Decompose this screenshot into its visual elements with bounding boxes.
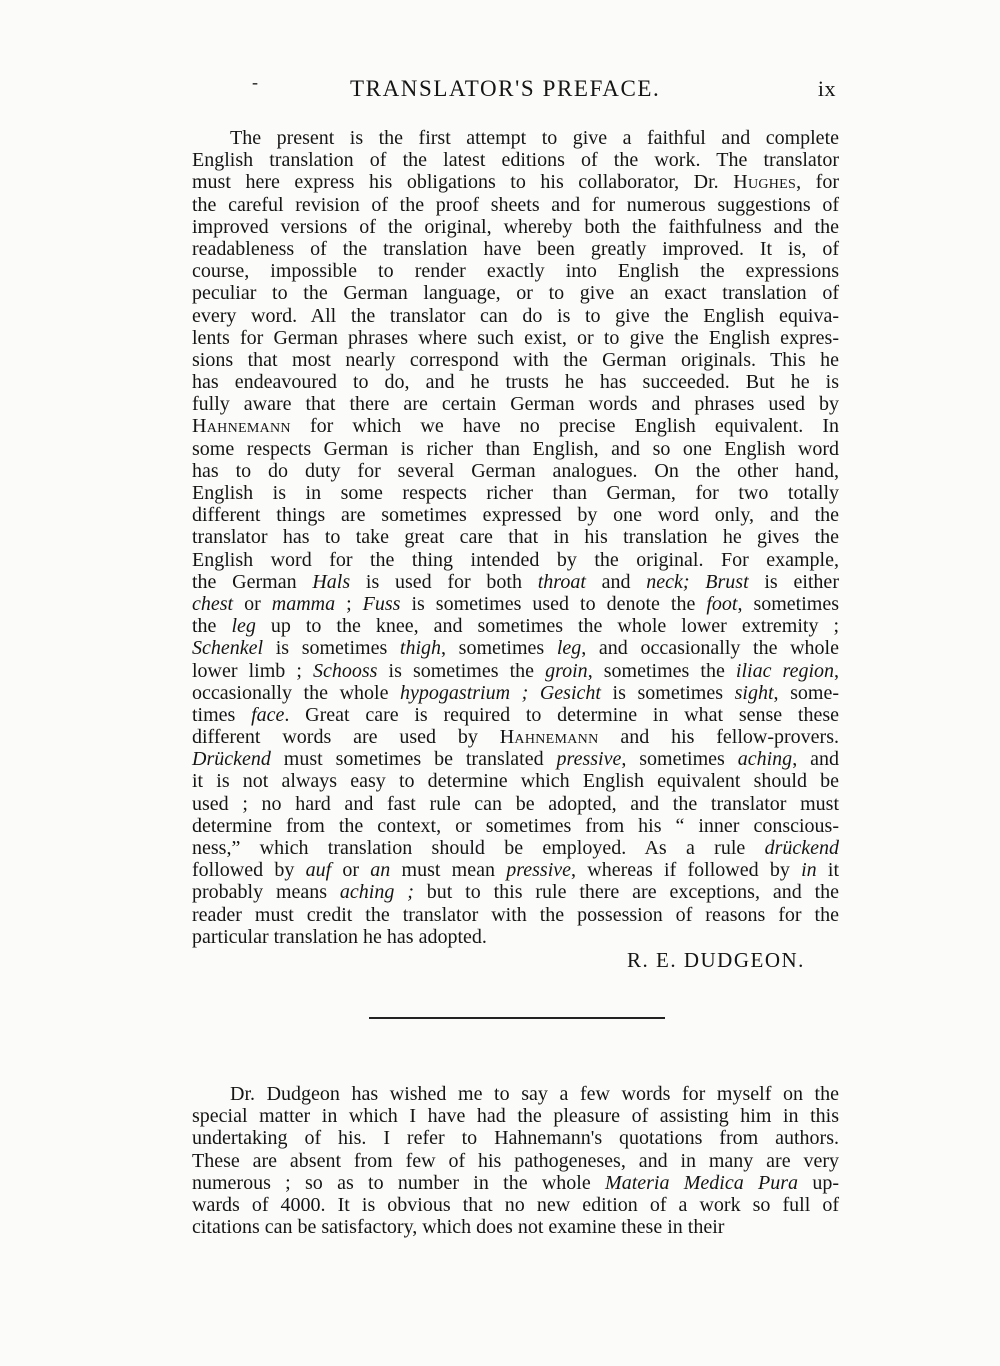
text-run: ness,” which translation should be employed. As a rule bbox=[192, 837, 765, 859]
italic-term: an bbox=[370, 859, 391, 882]
italic-term: iliac region bbox=[735, 659, 835, 682]
italic-term: leg bbox=[231, 615, 256, 638]
italic-term: drückend bbox=[764, 837, 839, 859]
text-run: up to the knee, and sometimes the whole lower extremity ; bbox=[255, 615, 840, 638]
text-run: determine from the context, or sometimes from his “ inner conscious- bbox=[192, 814, 839, 837]
text-line bbox=[192, 194, 839, 216]
text-run: English translation of the latest editions of the work. The translator bbox=[192, 149, 839, 172]
text-line bbox=[192, 549, 839, 571]
text-line bbox=[192, 1150, 839, 1172]
italic-term: Schenkel bbox=[192, 637, 264, 660]
text-run: different things are sometimes expressed by one word only, and the bbox=[192, 504, 839, 527]
text-run: undertaking of his. I refer to Hahnemann's quotations from authors. bbox=[192, 1127, 839, 1150]
text-run: English is in some respects richer than German, for two totally bbox=[192, 482, 839, 504]
text-run: These are absent from few of his pathogeneses, and in many are very bbox=[192, 1149, 839, 1172]
text-run: particular translation he has adopted. bbox=[192, 925, 487, 948]
text-line bbox=[192, 637, 839, 659]
text-run: translator has to take great care that in his translation he gives the bbox=[192, 526, 839, 549]
text-run: fully aware that there are certain German words and phrases used by bbox=[192, 393, 839, 416]
text-run: has to do duty for several German analogues. On the other hand, bbox=[192, 459, 839, 482]
text-run: probably means bbox=[192, 881, 340, 904]
text-line bbox=[192, 1172, 839, 1194]
italic-term: foot bbox=[706, 592, 738, 615]
text-line bbox=[192, 305, 839, 327]
text-run: citations can be satisfactory, which does not examine these in their bbox=[192, 1216, 725, 1239]
text-line bbox=[192, 793, 839, 815]
text-run: it bbox=[816, 859, 839, 882]
text-line bbox=[192, 615, 839, 637]
text-line bbox=[192, 837, 839, 859]
text-line bbox=[192, 748, 839, 770]
text-line bbox=[192, 282, 839, 304]
small-caps-name: Hahnemann bbox=[499, 726, 599, 749]
text-line bbox=[192, 127, 839, 149]
text-line bbox=[192, 260, 839, 282]
text-line bbox=[192, 504, 839, 526]
text-run: occasionally the whole bbox=[192, 681, 401, 704]
text-run: reader must credit the translator with the possession of reasons for the bbox=[192, 903, 839, 926]
text-run: is used for both bbox=[350, 570, 538, 593]
text-run: English word for the thing intended by the original. For example, bbox=[192, 548, 839, 571]
italic-term: mamma bbox=[271, 592, 336, 615]
italic-term: aching ; bbox=[339, 881, 414, 904]
text-run: is sometimes bbox=[263, 637, 400, 660]
text-run: or bbox=[233, 592, 272, 615]
text-line bbox=[192, 770, 839, 792]
text-run: , whereas if followed by bbox=[571, 859, 802, 882]
text-run: every word. All the translator can do is to give the English equiva- bbox=[192, 304, 839, 327]
text-run: is sometimes used to denote the bbox=[400, 592, 707, 615]
italic-term: leg bbox=[556, 637, 582, 660]
text-run: has endeavoured to do, and he trusts he has succeeded. But he is bbox=[192, 371, 839, 394]
text-run: ; bbox=[335, 592, 363, 615]
text-line bbox=[192, 438, 839, 460]
text-line bbox=[192, 1127, 839, 1149]
italic-term: auf bbox=[305, 859, 332, 882]
italic-term: throat bbox=[537, 570, 586, 593]
text-run: must mean bbox=[390, 859, 507, 882]
text-run: , sometimes the bbox=[587, 659, 736, 682]
text-line bbox=[192, 460, 839, 482]
text-run: peculiar to the German language, or to give an exact translation of bbox=[192, 282, 839, 305]
text-line bbox=[192, 704, 839, 726]
text-line bbox=[192, 216, 839, 238]
italic-term: face bbox=[251, 703, 285, 726]
page-number: ix bbox=[817, 76, 836, 101]
text-line bbox=[192, 482, 839, 504]
text-run: used ; no hard and fast rule can be adopted, and the translator must bbox=[192, 792, 839, 815]
italic-term: Materia Medica Pura bbox=[605, 1171, 799, 1194]
italic-term: pressive bbox=[556, 748, 622, 771]
running-header bbox=[190, 72, 840, 110]
text-line bbox=[192, 393, 839, 415]
text-run: the careful revision of the proof sheets and for numerous suggestions of bbox=[192, 193, 839, 216]
text-run: followed by bbox=[192, 859, 306, 882]
header-mark: - bbox=[252, 72, 259, 92]
text-line bbox=[192, 327, 839, 349]
text-run: is sometimes the bbox=[377, 659, 546, 682]
text-line bbox=[192, 149, 839, 171]
text-run: and his fellow-provers. bbox=[598, 726, 839, 749]
text-run: the German bbox=[192, 570, 313, 593]
text-run: and bbox=[585, 570, 647, 593]
text-line bbox=[192, 171, 839, 193]
text-line bbox=[192, 415, 839, 437]
text-run: it is not always easy to determine which English equivalent should be bbox=[192, 770, 839, 793]
text-run: must here express his obligations to his collaborator, Dr. bbox=[192, 171, 734, 194]
text-run: The present is the first attempt to give a faithful and complete bbox=[230, 127, 839, 149]
italic-term: Schooss bbox=[313, 659, 378, 682]
text-run: different words are used by bbox=[192, 726, 500, 749]
text-run: sions that most nearly correspond with the German originals. This he bbox=[192, 348, 839, 371]
text-run: , sometimes bbox=[621, 748, 738, 771]
text-run: the bbox=[192, 615, 232, 638]
text-line bbox=[192, 526, 839, 548]
italic-term: sight bbox=[734, 681, 774, 704]
text-line bbox=[192, 1083, 839, 1105]
italic-term: Hals bbox=[312, 570, 351, 593]
text-line bbox=[192, 660, 839, 682]
small-caps-name: Hahnemann bbox=[192, 415, 291, 438]
italic-term: groin bbox=[545, 659, 588, 682]
italic-term: Drückend bbox=[192, 748, 271, 771]
text-run: lents for German phrases where such exist, or to give the English expres- bbox=[192, 326, 839, 349]
section-divider-rule bbox=[369, 1017, 665, 1019]
text-run: times bbox=[192, 703, 252, 726]
text-run: is either bbox=[748, 570, 839, 593]
text-line bbox=[192, 371, 839, 393]
text-line bbox=[192, 881, 839, 903]
text-line bbox=[192, 1105, 839, 1127]
text-run: , for bbox=[796, 171, 839, 194]
text-run: for which we have no precise English equivalent. In bbox=[290, 415, 839, 438]
small-caps-name: Hughes bbox=[733, 171, 797, 194]
italic-term: aching bbox=[737, 748, 793, 771]
text-line bbox=[192, 1216, 839, 1238]
text-run: , and bbox=[792, 748, 839, 771]
text-run: readableness of the translation have been greatly improved. It is, of bbox=[192, 237, 839, 260]
text-run: is sometimes bbox=[600, 681, 735, 704]
text-line bbox=[192, 238, 839, 260]
text-line bbox=[192, 926, 839, 948]
italic-term: in bbox=[801, 859, 817, 882]
text-run: course, impossible to render exactly into English the expressions bbox=[192, 260, 839, 283]
text-line bbox=[192, 859, 839, 881]
text-run: , some- bbox=[773, 681, 839, 704]
signature: R. E. DUDGEON. bbox=[627, 948, 805, 972]
text-run: , sometimes bbox=[441, 637, 557, 660]
text-line bbox=[192, 1194, 839, 1216]
text-line bbox=[192, 726, 839, 748]
text-run: some respects German is richer than English, and so one English word bbox=[192, 437, 839, 460]
text-run: lower limb ; bbox=[192, 659, 313, 682]
text-line bbox=[192, 904, 839, 926]
italic-term: neck; Brust bbox=[646, 570, 749, 593]
text-run: wards of 4000. It is obvious that no new edition of a work so full of bbox=[192, 1193, 839, 1216]
italic-term: Fuss bbox=[362, 592, 401, 615]
italic-term: pressive bbox=[506, 859, 572, 882]
text-line bbox=[192, 349, 839, 371]
italic-term: thigh bbox=[399, 637, 442, 660]
text-run: but to this rule there are exceptions, and the bbox=[413, 881, 840, 904]
text-line bbox=[192, 815, 839, 837]
text-line bbox=[192, 593, 839, 615]
header-title: TRANSLATOR'S PREFACE. bbox=[350, 76, 661, 101]
text-run: , bbox=[834, 659, 840, 682]
italic-term: chest bbox=[192, 592, 234, 615]
text-line bbox=[192, 682, 839, 704]
text-run: . Great care is required to determine in what sense these bbox=[284, 703, 839, 726]
text-run: Dr. Dudgeon has wished me to say a few words for myself on the bbox=[230, 1083, 839, 1105]
paragraph-translator-note bbox=[192, 127, 839, 948]
text-run: or bbox=[331, 859, 371, 882]
italic-term: hypogastrium ; Gesicht bbox=[400, 681, 601, 704]
text-run: improved versions of the original, whereby both the faithfulness and the bbox=[192, 215, 839, 238]
text-run: must sometimes be translated bbox=[270, 748, 557, 771]
text-run: numerous ; so as to number in the whole bbox=[192, 1171, 606, 1194]
text-run: up- bbox=[798, 1171, 839, 1194]
text-run: , and occasionally the whole bbox=[581, 637, 839, 660]
text-run: special matter in which I have had the pleasure of assisting him in this bbox=[192, 1105, 839, 1128]
paragraph-collaborator-note bbox=[192, 1083, 839, 1238]
text-run: , sometimes bbox=[737, 592, 839, 615]
text-line bbox=[192, 571, 839, 593]
